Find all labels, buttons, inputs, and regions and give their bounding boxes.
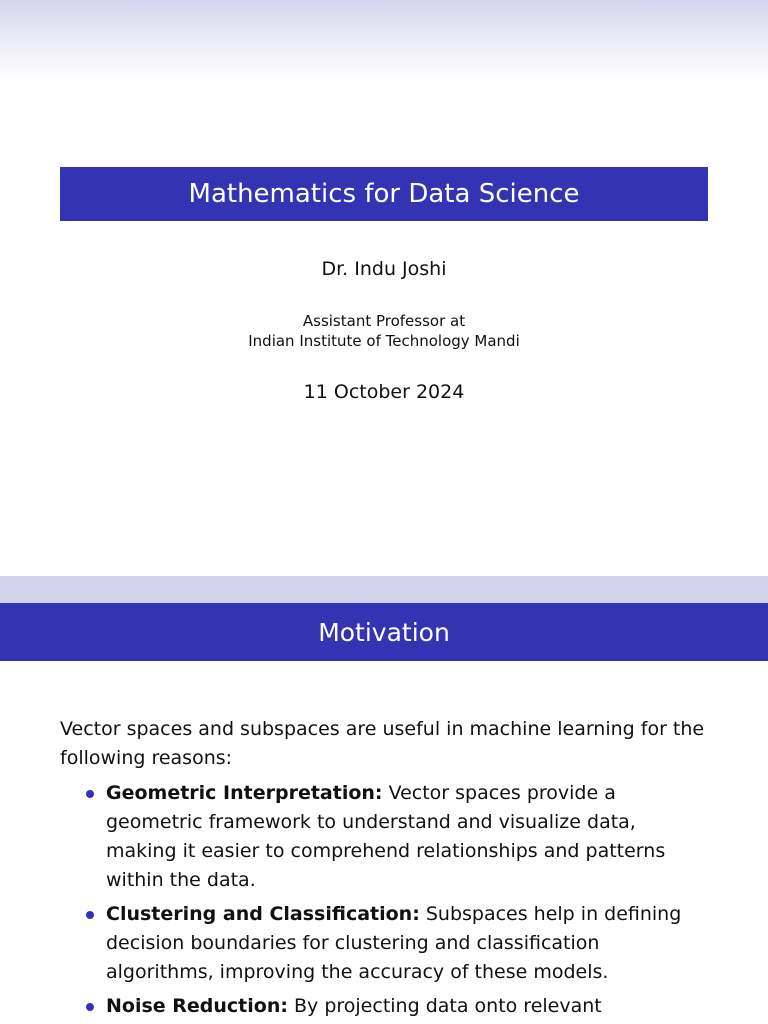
bullet-text: Subspaces help in defining decision boundaries for clustering and classification algorithms, improving the accuracy of these models. (106, 903, 682, 983)
frame-title-bar (0, 603, 768, 661)
institute-line-1: Assistant Professor at (302, 312, 466, 330)
presentation-title-bar (60, 167, 708, 221)
bullet-term: Clustering and Classification: (106, 903, 420, 925)
bullet-term: Geometric Interpretation: (106, 782, 383, 804)
author-institute (0, 311, 768, 351)
bullet-icon (86, 911, 94, 919)
presentation-date: 11 October 2024 (303, 381, 465, 403)
frame-title: Motivation (318, 617, 450, 647)
top-gradient (0, 0, 768, 82)
bullet-icon (86, 1003, 94, 1011)
intro-paragraph: Vector spaces and subspaces are useful in machine learning for the following reasons: (60, 718, 705, 769)
bullet-text: By projecting data onto relevant (287, 995, 602, 1017)
bullet-term: Noise Reduction: (106, 995, 288, 1017)
list-item (60, 992, 710, 1021)
bullet-icon (86, 790, 94, 798)
bullet-list (60, 779, 710, 1024)
list-item (60, 779, 710, 895)
header-strip (0, 576, 768, 603)
list-item (60, 900, 710, 987)
motivation-slide (0, 576, 768, 1024)
presentation-title: Mathematics for Data Science (188, 179, 580, 209)
bullet-text: Vector spaces provide a geometric framework to understand and visualize data, making it easier to comprehend relationships and patterns within the data. (106, 782, 666, 891)
author-name: Dr. Indu Joshi (321, 258, 447, 280)
institute-line-2: Indian Institute of Technology Mandi (248, 332, 520, 350)
